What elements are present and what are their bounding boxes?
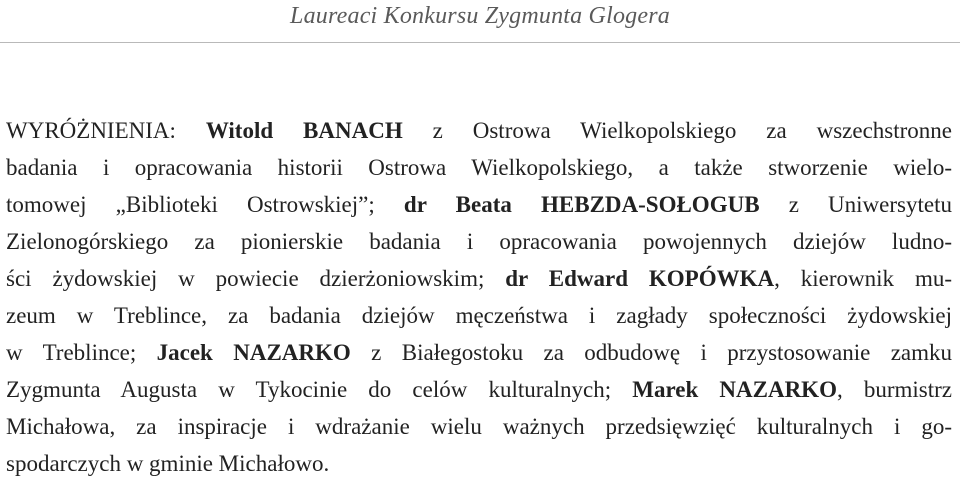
running-title: Laureaci Konkursu Zygmunta Glogera: [290, 3, 670, 29]
laureate-name: Witold BANACH: [205, 118, 403, 143]
text-segment: z Uniwersytetu: [759, 192, 952, 217]
text-line: [6, 149, 952, 186]
text-line: [6, 112, 952, 149]
text-segment: Michałowa, za inspiracje i wdrażanie wielu ważnych przedsięwzięć kulturalnych i go-: [6, 414, 952, 439]
running-header: [0, 0, 960, 43]
text-line: [6, 223, 952, 260]
laureate-name: Marek NAZARKO: [632, 377, 837, 402]
text-line: [6, 297, 952, 334]
text-segment: zeum w Treblince, za badania dziejów męczeństwa i zagłady społeczności żydowskiej: [6, 303, 952, 328]
text-line: [6, 260, 952, 297]
text-line: [6, 445, 952, 482]
laureate-name: Jacek NAZARKO: [156, 340, 351, 365]
text-segment: z Ostrowa Wielkopolskiego za wszechstronne: [402, 118, 952, 143]
laureate-name: dr Edward KOPÓWKA: [505, 266, 775, 291]
text-segment: tomowej „Biblioteki Ostrowskiej”;: [6, 192, 404, 217]
text-segment: z Białegostoku za odbudowę i przystosowanie zamku: [350, 340, 952, 365]
text-segment: spodarczych w gminie Michałowo.: [6, 451, 330, 476]
text-line: [6, 408, 952, 445]
text-segment: WYRÓŻNIENIA:: [6, 118, 206, 143]
text-segment: Zygmunta Augusta w Tykocinie do celów kulturalnych;: [6, 377, 633, 402]
text-line: [6, 186, 952, 223]
text-segment: w Treblince;: [6, 340, 157, 365]
text-segment: Zielonogórskiego za pionierskie badania i opracowania powojennych dziejów ludno-: [6, 229, 952, 254]
text-segment: , kierownik mu-: [774, 266, 952, 291]
text-segment: ści żydowskiej w powiecie dzierżoniowskim;: [6, 266, 506, 291]
laureate-name: dr Beata HEBZDA-SOŁOGUB: [403, 192, 760, 217]
laureates-paragraph: [6, 112, 952, 482]
text-segment: , burmistrz: [836, 377, 953, 402]
text-line: [6, 371, 952, 408]
text-segment: badania i opracowania historii Ostrowa Wielkopolskiego, a także stworzenie wielo-: [6, 155, 952, 180]
text-line: [6, 334, 952, 371]
